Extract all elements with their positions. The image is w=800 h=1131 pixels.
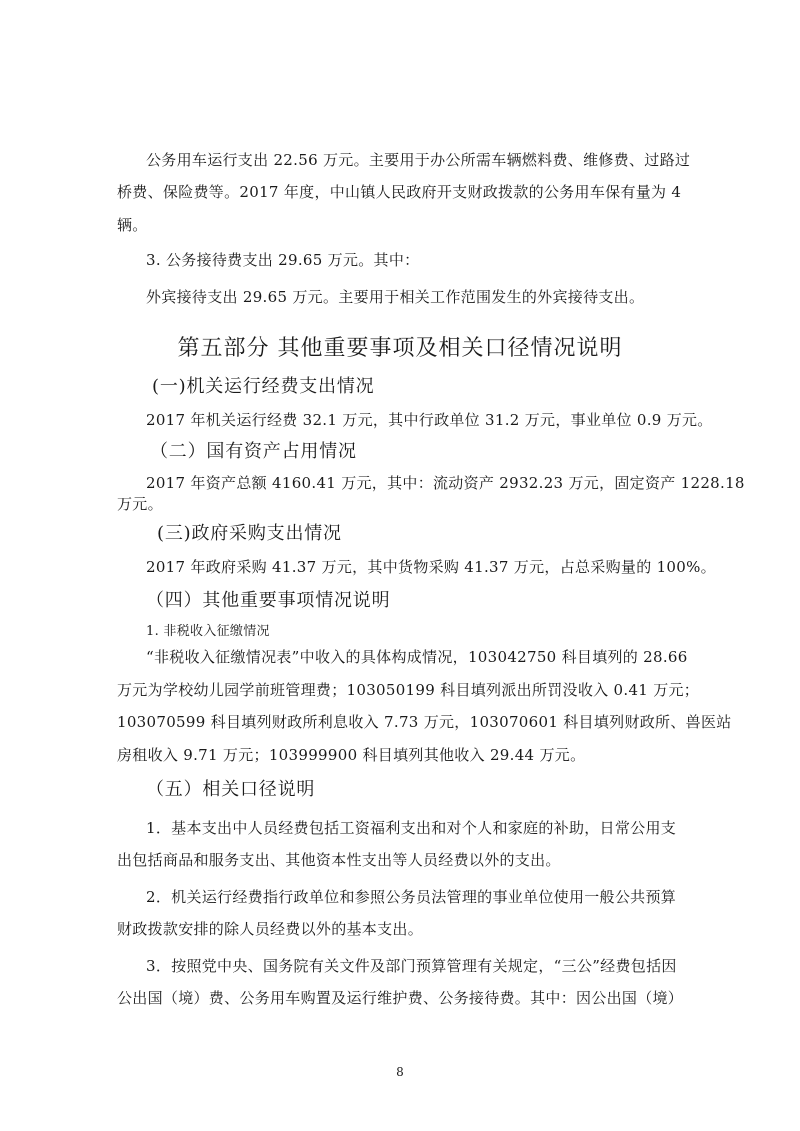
section4-heading: （四）其他重要事项情况说明 — [146, 590, 391, 611]
section5-item2-line-1: 2．机关运行经费指行政单位和参照公务员法管理的事业单位使用一般公共预算 — [146, 888, 677, 906]
paragraph-car-line-2: 桥费、保险费等。2017 年度，中山镇人民政府开支财政拨款的公务用车保有量为 4 — [117, 183, 682, 201]
section3-heading: (三)政府采购支出情况 — [157, 523, 342, 544]
section4-sub-heading: 1. 非税收入征缴情况 — [146, 624, 270, 639]
section5-item2-line-2: 财政拨款安排的除人员经费以外的基本支出。 — [117, 920, 424, 938]
page-number: 8 — [396, 1065, 404, 1079]
section1-heading: (一)机关运行经费支出情况 — [152, 376, 375, 397]
section2-line-1: 2017 年资产总额 4160.41 万元，其中：流动资产 2932.23 万元，固定资产 1228.18 — [146, 474, 745, 492]
section4-line-2: 万元为学校幼儿园学前班管理费；103050199 科目填列派出所罚没收入 0.41 万元； — [117, 681, 700, 699]
section5-item1-line-2: 出包括商品和服务支出、其他资本性支出等人员经费以外的支出。 — [117, 851, 561, 869]
section4-line-4: 房租收入 9.71 万元；103999900 科目填列其他收入 29.44 万元。 — [117, 746, 586, 764]
section4-line-1: “非税收入征缴情况表”中收入的具体构成情况，103042750 科目填列的 28.66 — [146, 648, 688, 666]
section2-heading: （二）国有资产占用情况 — [150, 441, 357, 462]
section5-heading: （五）相关口径说明 — [146, 779, 316, 800]
section5-item3-line-1: 3．按照党中央、国务院有关文件及部门预算管理有关规定，“三公”经费包括因 — [146, 957, 677, 975]
section2-line-2: 万元。 — [117, 495, 163, 513]
section3-text: 2017 年政府采购 41.37 万元，其中货物采购 41.37 万元，占总采购量的 100%。 — [146, 558, 716, 576]
paragraph-car-line-1: 公务用车运行支出 22.56 万元。主要用于办公所需车辆燃料费、维修费、过路过 — [146, 151, 691, 169]
section5-item3-line-2: 公出国（境）费、公务用车购置及运行维护费、公务接待费。其中：因公出国（境） — [117, 989, 684, 1007]
section1-text: 2017 年机关运行经费 32.1 万元，其中行政单位 31.2 万元，事业单位 0.9 万元。 — [146, 411, 713, 429]
section5-item1-line-1: 1．基本支出中人员经费包括工资福利支出和对个人和家庭的补助，日常公用支 — [146, 819, 677, 837]
paragraph-reception-detail: 外宾接待支出 29.65 万元。主要用于相关工作范围发生的外宾接待支出。 — [146, 288, 645, 306]
paragraph-car-line-3: 辆。 — [117, 216, 148, 234]
part5-title: 第五部分 其他重要事项及相关口径情况说明 — [177, 336, 623, 361]
section4-line-3: 103070599 科目填列财政所利息收入 7.73 万元，103070601 科目填列财政所、兽医站 — [117, 713, 732, 731]
paragraph-reception-title: 3. 公务接待费支出 29.65 万元。其中： — [146, 251, 420, 269]
